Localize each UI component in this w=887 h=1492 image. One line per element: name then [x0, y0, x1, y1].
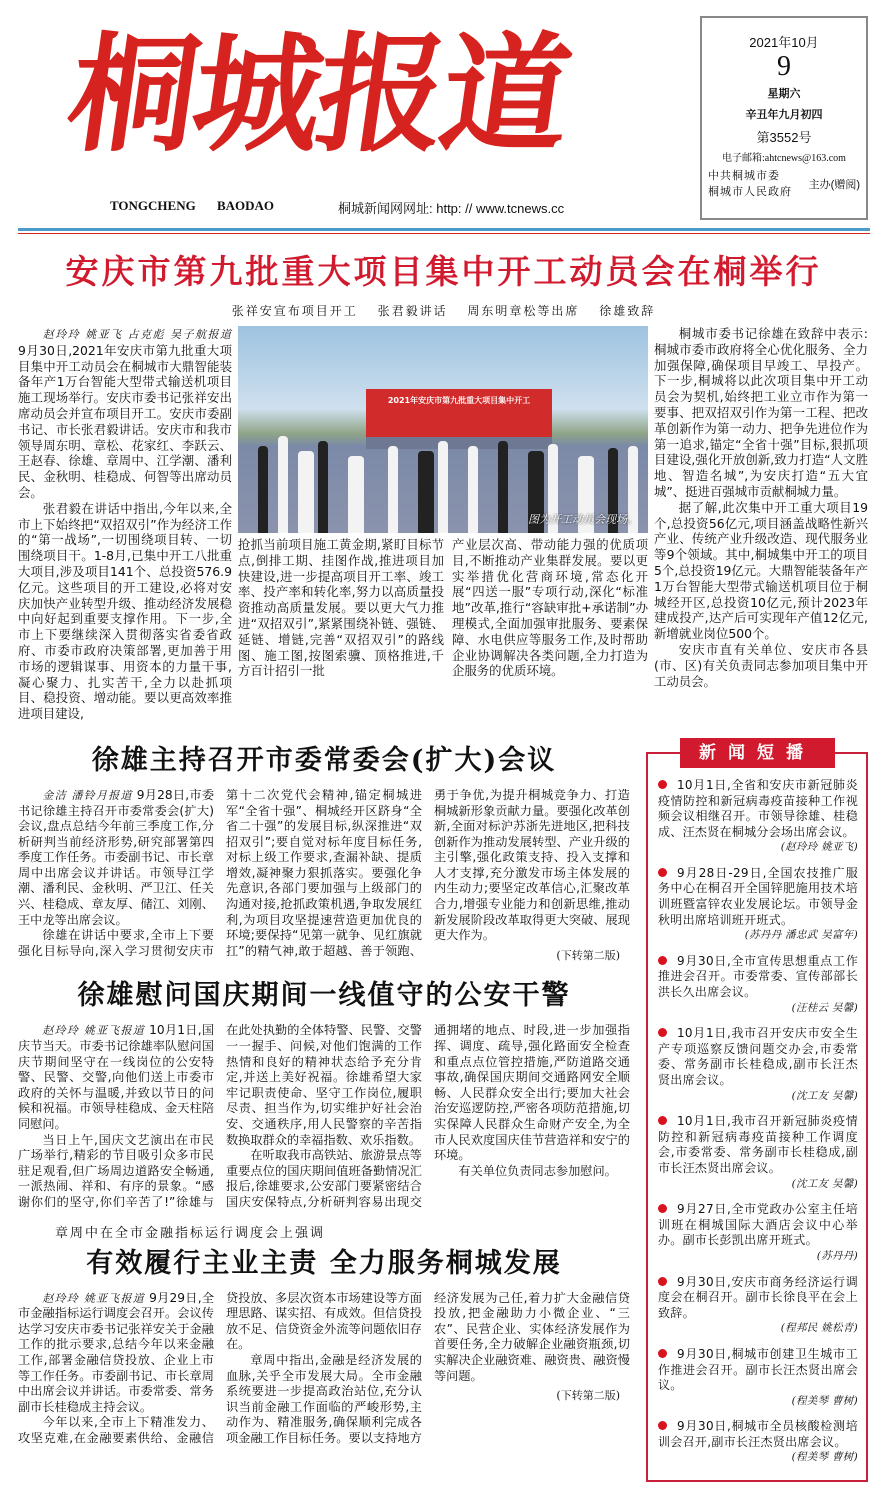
brief-source: (苏丹丹 潘忠武 吴富年): [744, 929, 858, 942]
masthead-english-name: TONGCHENG BAODAO: [110, 198, 275, 213]
article4-body: 赵玲玲 姚亚飞报道 9月29日,全市金融指标运行调度会召开。会议传达学习安庆市委书记张祥安关于金融工作的批示要求,总结今年以来金融工作,部署金融信贷投放、企业上市等工作任务。市委副书记、市长章周中出席会议并讲话。市委常委、常务副市长桂稳成主持会议。 今年以来,全市上下精准发力、攻坚克难,在金融要素供给、金融信贷投放、多层次资本市场建设等方面理思路、谋实招、有成效。但信贷投放不足、信贷资金外流等问题依旧存在。 章周中指出,金融是经济发展的血脉,关乎全市发展大局。全市金融系统要进一步提高政治站位,充分认识当前金融工作面临的严峻形势,主动作为、精准服务,确保顺利完成各项金融工作目标任务。要以支持地方经济发展为己任,着力扩大金融信贷投放,把金融助力小微企业、“三农”、民营企业、实体经济发展作为首要任务,全力破解企业融资瓶颈,切实解决企业融资难、融资贵、融资慢等问题。 (下转第二版): [18, 1290, 630, 1445]
brief-source: (程美琴 曹树): [791, 1451, 858, 1464]
year-month: 2021年10月: [749, 35, 819, 50]
bullet-icon: [658, 1028, 667, 1037]
day: 9: [777, 51, 791, 82]
brief-text: 9月30日,桐城市全员核酸检测培训会召开,副市长汪杰贤出席会议。: [658, 1419, 858, 1449]
bullet-icon: [658, 1116, 667, 1125]
photo-figure: [278, 436, 288, 533]
website-url[interactable]: 桐城新闻网网址: http: // www.tcnews.cc: [338, 201, 565, 216]
bullet-icon: [658, 1349, 667, 1358]
brief-source: (赵玲玲 姚亚飞): [780, 841, 858, 854]
photo-figure: [388, 446, 398, 533]
article4-kicker: 章周中在全市金融指标运行调度会上强调: [55, 1225, 326, 1241]
brief-text: 10月1日,全省和安庆市新冠肺炎疫情防控和新冠病毒疫苗接种工作视频会议相继召开。市领导徐雄、桂稳成、汪杰贤在桐城分会场出席会议。: [658, 777, 858, 839]
brief-text: 10月1日,我市召开新冠肺炎疫情防控和新冠病毒疫苗接种工作调度会,市委常委、常务副市长桂稳成,副市长汪杰贤出席会议。: [658, 1114, 858, 1175]
lunar-date: 辛丑年九月初四: [745, 109, 823, 121]
photo-figure: [258, 446, 268, 533]
bullet-icon: [658, 956, 667, 965]
brief-item: [658, 1026, 858, 1104]
date-box: [700, 16, 868, 220]
bullet-icon: [658, 1421, 667, 1430]
email: 电子邮箱:ahtcnews@163.com: [722, 153, 846, 164]
brief-item: [658, 1419, 858, 1466]
photo-caption: 图为开工动员会现场。: [528, 513, 638, 526]
lead-column-2: 抢抓当前项目施工黄金期,紧盯目标节点,倒排工期、挂图作战,推进项目加快建设,进一步提高项目开工率、竣工率、投产率和转化率,努力以高质量投资推动高质量发展。要以更大气力推进“双招双引”,紧紧围绕补链、强链、延链、增链,完善“双招双引”的路线图、施工图,按图索骥、顶格推进,千方百计招引一批: [238, 537, 444, 679]
article2-body: 金洁 潘铃月报道 9月28日,市委书记徐雄主持召开市委常委会(扩大)会议,盘点总结今年前三季度工作,分析研判当前经济形势,研究部署第四季度工作任务。市委副书记、市长章周中出席会议并讲话。市领导江学潮、潘利民、金秋明、严卫江、任关兴、桂稳成、章友厚、储江、刘刚、王中龙等出席会议。 徐雄在讲话中要求,全市上下要强化目标导向,深入学习贯彻安庆市第十二次党代会精神,锚定桐城进军“全省十强”、桐城经开区跻身“全省二十强”的发展目标,纵深推进“双招双引”;要自觉对标年度目标任务,对标上级工作要求,查漏补缺、提质增效,凝神聚力狠抓落实。要强化争先意识,各部门要加强与上级部门的沟通对接,抢抓政策机遇,争取发展红利,为项目攻坚提速营造更加优良的环境;要保持“见第一就争、见红旗就扛”的精气神,敢于超越、善于领跑、勇于争优,为提升桐城竞争力、打造桐城新形象贡献力量。要强化改革创新,全面对标沪苏浙先进地区,把科技创新作为推动发展转型、产业升级的主引擎,强化政策支持、投入支撑和人才支撑,充分激发市场主体发展的内生动力;要坚定改革信心,汇聚改革合力,增强专业能力和创新思维,推动新发展阶段改革取得更大突破、展现更大作为。 (下转第二版): [18, 787, 630, 962]
brief-source: (苏丹丹): [816, 1249, 858, 1262]
publisher: [702, 164, 866, 200]
photo-figure: [298, 451, 314, 533]
lead-middle: [238, 326, 648, 679]
photo-figure: [468, 446, 478, 533]
brief-text: 9月30日,安庆市商务经济运行调度会在桐召开。副市长徐良平在会上致辞。: [658, 1274, 858, 1320]
brief-text: 9月30日,桐城市创建卫生城市工作推进会召开。副市长汪杰贤出席会议。: [658, 1346, 858, 1393]
lead-byline: 赵玲玲 姚亚飞 占克彪 吴子航报道: [42, 328, 232, 341]
masthead-logo: 桐城报道: [59, 20, 577, 170]
brief-item: [658, 1202, 858, 1264]
lead-photo: [238, 326, 648, 533]
publisher-2: 桐城市人民政府: [708, 186, 792, 198]
brief-item: [658, 778, 858, 856]
issue-number: 第3552号: [756, 130, 812, 145]
brief-item: [658, 1347, 858, 1409]
article2-continued: (下转第二版): [556, 948, 620, 962]
lead-article: [0, 320, 887, 722]
brief-text: 9月27日,全市党政办公室主任培训班在桐城国际大酒店会议中心举办。副市长彭凯出席开班式。: [658, 1202, 858, 1248]
article3-body: 赵玲玲 姚亚飞报道 10月1日,国庆节当天。市委书记徐雄率队慰问国庆节期间坚守在一线岗位的公安特警、民警、交警,向他们送上市委市政府的关怀与温暖,并致以节日的问候和祝福。市领导桂稳成、金天柱陪同慰问。 当日上午,国庆文艺演出在市民广场举行,精彩的节目吸引众多市民驻足观看,但广场周边道路安全畅通,一派热闹、祥和、有序的景象。“感谢你们的坚守,你们辛苦了!”徐雄与在此处执勤的全体特警、民警、交警一一握手、问候,对他们饱满的工作热情和良好的精神状态给予充分肯定,并送上美好祝福。徐雄希望大家牢记职责使命、坚守工作岗位,履职尽责、担当作为,切实维护好社会治安、交通秩序,用人民警察的辛苦指数换取群众的幸福指数、欢乐指数。 在听取我市高铁站、旅游景点等重要点位的国庆期间值班备勤情况汇报后,徐雄要求,公安部门要紧密结合国庆安保特点,分析研判容易出现交通拥堵的地点、时段,进一步加强指挥、调度、疏导,强化路面安全检查和重点点位管控措施,严防道路交通事故,确保国庆期间交通路网安全顺畅、人民群众安全出行;要加大社会治安巡逻防控,严密各项防范措施,切实保障人民群众生命财产安全,为全市人民欢度国庆佳节营造祥和安宁的环境。 有关单位负责同志参加慰问。: [18, 1023, 630, 1209]
bullet-icon: [658, 780, 667, 789]
brief-source: (程邦民 姚松青): [780, 1322, 858, 1335]
lead-subheadline: 张祥安宣布项目开工 张君毅讲话 周东明章松等出席 徐雄致辞: [231, 304, 656, 318]
bullet-icon: [658, 1277, 667, 1286]
weekday: 星期六: [767, 88, 801, 100]
bullet-icon: [658, 868, 667, 877]
news-briefs-title: 新闻短播: [680, 738, 835, 768]
publisher-note: 主办(赠阅): [808, 179, 860, 191]
bullet-icon: [658, 1204, 667, 1213]
lead-column-1: [18, 326, 232, 722]
masthead: [0, 0, 887, 240]
article3-headline: 徐雄慰问国庆期间一线值守的公安干警: [77, 980, 571, 1012]
photo-stage-banner: 2021年安庆市第九批重大项目集中开工: [366, 389, 552, 437]
publisher-1: 中共桐城市委: [708, 170, 780, 182]
photo-figure: [498, 441, 508, 533]
lead-headline: 安庆市第九批重大项目集中开工动员会在桐举行: [65, 252, 822, 291]
brief-text: 9月28日-29日,全国农技推广服务中心在桐召开全国锌肥施用技术培训班暨富锌农业发展论坛。市领导金秋明出席培训班开班式。: [658, 865, 858, 927]
article2-headline: 徐雄主持召开市委常委会(扩大)会议: [91, 744, 557, 776]
brief-source: (沈工友 吴馨): [791, 1089, 858, 1102]
masthead-rule-red: [18, 233, 870, 234]
photo-figure: [318, 441, 328, 533]
article4-headline: 有效履行主业主责 全力服务桐城发展: [86, 1247, 562, 1279]
brief-source: (沈工友 吴馨): [791, 1177, 858, 1190]
lead-column-3: 产业层次高、带动能力强的优质项目,不断推动产业集群发展。要以更实举措优化营商环境,常态化开展“四送一服”专项行动,深化“标准地”改革,推行“容缺审批+承诺制”办理模式,全面加强审批服务、要素保障、水电供应等服务工作,及时帮助企业协调解决各类问题,全力打造为企服务的优质环境。: [452, 537, 648, 679]
lead-para: 张君毅在讲话中指出,今年以来,全市上下始终把“双招双引”作为经济工作的“第一战场”,一切围绕项目转、一切围绕项目干。1-8月,已集中开工八批重大项目,涉及项目141个、总投资576.9亿元。这些项目的开工建设,必将对安庆加快产业转型升级、推动经济发展稳中向好起到重要支撑作用。下一步,全市上下要继续深入贯彻落实省委省政府、市委市政府决策部署,更加善于用市场的逻辑谋事、用资本的力量干事,凝心聚力、扎实苦干,全力以赴抓项目、稳投资、增动能。要以更高效率推进项目建设,: [18, 500, 232, 722]
brief-text: 10月1日,我市召开安庆市安全生产专项巡察反馈问题交办会,市委常委、常务副市长桂稳成,副市长汪杰贤出席会议。: [658, 1026, 858, 1088]
masthead-rule-blue: [18, 228, 870, 231]
brief-source: (程美琴 曹树): [791, 1394, 858, 1407]
photo-figure: [418, 451, 434, 533]
brief-source: (汪桂云 吴馨): [791, 1001, 858, 1014]
article4-continued: (下转第二版): [556, 1389, 620, 1403]
lead-column-4: 桐城市委书记徐雄在致辞中表示:桐城市委市政府将全心优化服务、全力加强保障,确保项目早竣工、早投产。下一步,桐城将以此次项目集中开工动员会为契机,始终把工业立市作为第一要事、把双招双引作为第一工程、把改革创新作为第一动力、把争先进位作为第一追求,锚定“全省十强”目标,狠抓项目建设,强化开放创新,致力打造“人文胜地、智造名城”,为安庆打造“五大宜城”、挺进百强城市贡献桐城力量。 据了解,此次集中开工重大项目19个,总投资56亿元,项目涵盖战略性新兴产业、传统产业升级改造、现代服务业等9个领域。其中,桐城集中开工的项目5个,总投资19亿元。大鼎智能装备年产1万台智能大型带式输送机项目位于桐城经开区,总投资10亿元,预计2023年建成投产,达产后可实现年产值12亿元,新增就业岗位500个。 安庆市直有关单位、安庆市各县(市、区)有关负责同志参加项目集中开工动员会。: [654, 326, 868, 689]
lead-para: 赵玲玲 姚亚飞 占克彪 吴子航报道 9月30日,2021年安庆市第九批重大项目集中开工动员会在桐城市大鼎智能装备年产1万台智能大型带式输送机项目施工现场举行。安庆市委书记张祥安出席动员会并宣布项目开工。安庆市委副书记、市长张君毅讲话。安庆市和我市领导周东明、章松、花家红、李跃云、王赵春、徐雄、章周中、江学潮、潘利民、金秋明、桂稳成、何智等出席动员会。: [18, 328, 232, 500]
brief-item: [658, 866, 858, 944]
brief-text: 9月30日,全市宣传思想重点工作推进会召开。市委常委、宣传部部长洪长久出席会议。: [658, 953, 858, 1000]
brief-item: [658, 1275, 858, 1337]
news-briefs-box: [646, 752, 868, 1482]
brief-item: [658, 1114, 858, 1192]
photo-figure: [348, 456, 364, 533]
brief-item: [658, 954, 858, 1016]
photo-figure: [438, 441, 448, 533]
